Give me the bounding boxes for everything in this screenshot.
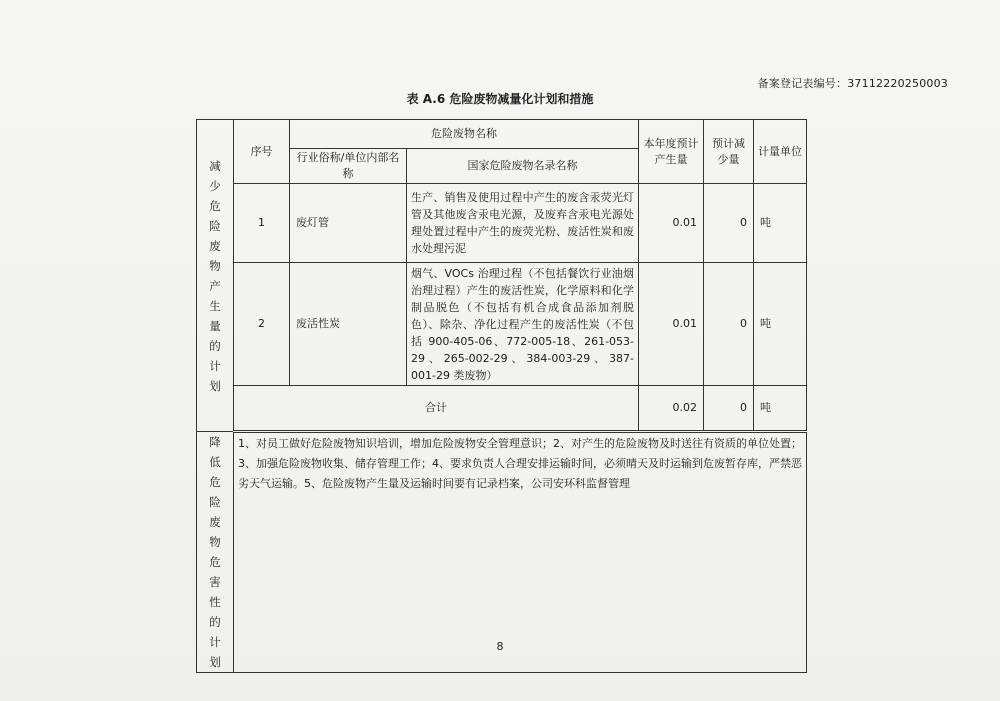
page-number: 8 bbox=[496, 640, 504, 653]
registration-number bbox=[758, 75, 948, 91]
hazardous-waste-reduction-table bbox=[196, 119, 807, 673]
header-industry-name: 行业俗称/单位内部名称 bbox=[290, 149, 407, 184]
registration-number-value: 37112220250003 bbox=[847, 77, 948, 90]
total-label: 合计 bbox=[234, 386, 639, 432]
hazard-reduction-measures: 1、对员工做好危险废物知识培训，增加危险废物安全管理意识；2、对产生的危险废物及时送往有资质的单位处置；3、加强危险废物收集、储存管理工作；4、要求负责人合理安排运输时间，必须晴天及时运输到危废暂存库，严禁恶劣天气运输。5、危险废物产生量及运输时间要有记录档案，公司安环科监督管理 bbox=[234, 432, 807, 673]
registration-number-label: 备案登记表编号： bbox=[757, 77, 848, 90]
section-reduce-label: 减少危险废物产生量的计划 bbox=[197, 120, 234, 432]
header-expected-reduction: 预计减少量 bbox=[704, 120, 754, 184]
row2-industry-name: 废活性炭 bbox=[290, 263, 407, 386]
row1-serial: 1 bbox=[234, 184, 290, 263]
row1-national-name: 生产、销售及使用过程中产生的废含汞荧光灯管及其他废含汞电光源，及废弃含汞电光源处理处置过程中产生的废荧光粉、废活性炭和废水处理污泥 bbox=[407, 184, 639, 263]
header-annual-output: 本年度预计产生量 bbox=[639, 120, 704, 184]
table-row bbox=[197, 184, 807, 263]
section-hazard-label: 降低危险废物危害性的计划 bbox=[197, 432, 234, 673]
row2-unit: 吨 bbox=[754, 263, 807, 386]
row1-industry-name: 废灯管 bbox=[290, 184, 407, 263]
row2-annual-output: 0.01 bbox=[639, 263, 704, 386]
header-serial-no: 序号 bbox=[234, 120, 290, 184]
row1-unit: 吨 bbox=[754, 184, 807, 263]
row2-serial: 2 bbox=[234, 263, 290, 386]
table-title: 表 A.6 危险废物减量化计划和措施 bbox=[406, 92, 594, 106]
header-waste-name: 危险废物名称 bbox=[290, 120, 639, 149]
total-annual-output: 0.02 bbox=[639, 386, 704, 432]
total-expected-reduction: 0 bbox=[704, 386, 754, 432]
row1-annual-output: 0.01 bbox=[639, 184, 704, 263]
table-row bbox=[197, 263, 807, 386]
header-national-list-name: 国家危险废物名录名称 bbox=[407, 149, 639, 184]
row2-expected-reduction: 0 bbox=[704, 263, 754, 386]
row2-national-name: 烟气、VOCs 治理过程（不包括餐饮行业油烟治理过程）产生的废活性炭，化学原料和化学制品脱色（不包括有机合成食品添加剂脱色）、除杂、净化过程产生的废活性炭（不包括 900-405-06、772-005-18、261-053-29、265-002-29、384-003-29、387-001-29 类废物） bbox=[407, 263, 639, 386]
total-row bbox=[197, 386, 807, 432]
total-unit: 吨 bbox=[754, 386, 807, 432]
header-unit: 计量单位 bbox=[754, 120, 807, 184]
row1-expected-reduction: 0 bbox=[704, 184, 754, 263]
